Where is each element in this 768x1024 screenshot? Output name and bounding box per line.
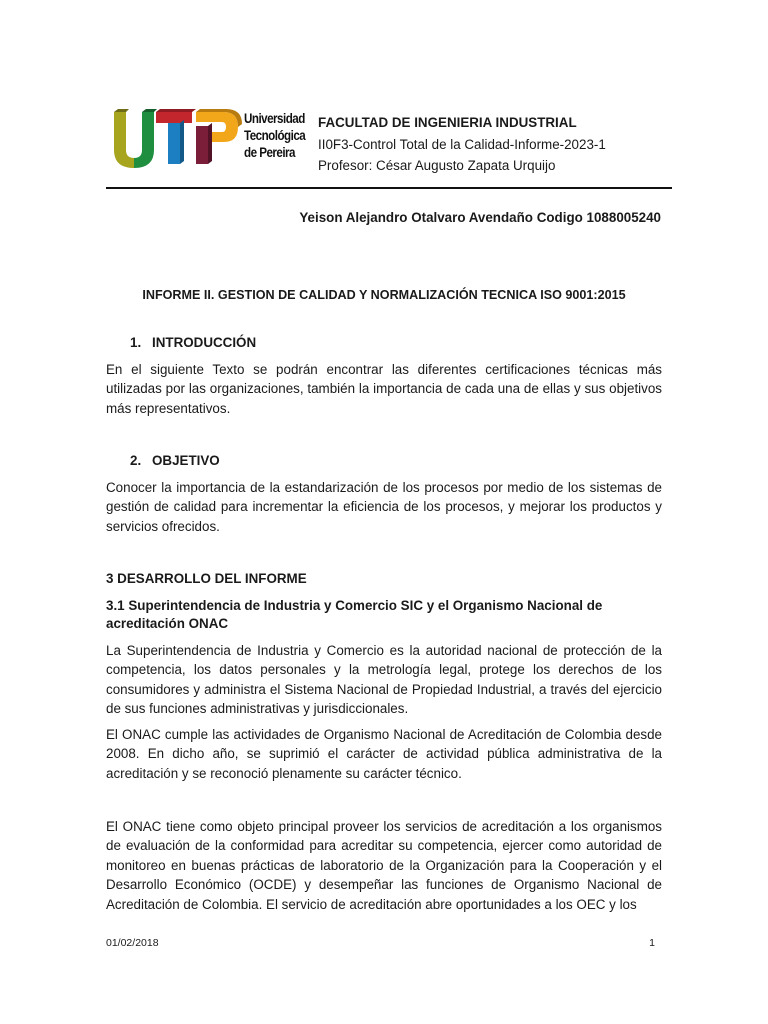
onac-history-paragraph: El ONAC cumple las actividades de Organismo Nacional de Acreditación de Colombia desde 2008. En dicho año, se suprimió el carácter de actividad pública administrativa de la acreditación y se reconoció plenamente su carácter técnico. (106, 727, 662, 781)
section-heading-objective (130, 453, 220, 468)
objective-paragraph: Conocer la importancia de la estandarización de los procesos por medio de los sistemas de gestión de calidad para incrementar la eficiencia de los procesos, y mejorar los productos y servicios ofrecidos. (106, 480, 662, 534)
author-line: Yeison Alejandro Otalvaro Avendaño Codigo 1088005240 (299, 210, 661, 225)
introduction-paragraph: En el siguiente Texto se podrán encontrar las diferentes certificaciones técnicas más utilizadas por las organizaciones, también la importancia de cada una de ellas y sus objetivos más representativos. (106, 362, 662, 416)
section-heading-development: 3 DESARROLLO DEL INFORME (106, 571, 307, 586)
logo-line-2: Tecnológica (244, 128, 306, 143)
sic-paragraph: La Superintendencia de Industria y Comercio es la autoridad nacional de protección de la competencia, los datos personales y la metrología legal, protege los derechos de los consumidores y administra el Sistema Nacional de Propiedad Industrial, a través del ejercicio de sus funciones administrativas y jurisdiccionales. (106, 643, 662, 717)
professor-name: Profesor: César Augusto Zapata Urquijo (318, 158, 556, 173)
utp-logo-mark-icon (112, 106, 244, 170)
section-number: 1. (130, 335, 142, 350)
faculty-name: FACULTAD DE INGENIERIA INDUSTRIAL (318, 115, 577, 130)
section-heading-introduction (130, 335, 256, 350)
subsection-heading-sic-onac: 3.1 Superintendencia de Industria y Comercio SIC y el Organismo Nacional de acreditación ONAC (106, 598, 603, 631)
course-name: II0F3-Control Total de la Calidad-Informe-2023-1 (318, 136, 606, 152)
logo-line-1: Universidad (244, 111, 305, 126)
logo-wordmark (244, 110, 306, 161)
report-title: INFORME II. GESTION DE CALIDAD Y NORMALIZACIÓN TECNICA ISO 9001:2015 (142, 288, 626, 302)
page-number: 1 (649, 937, 655, 949)
section-title: INTRODUCCIÓN (152, 335, 257, 350)
logo-line-3: de Pereira (244, 145, 295, 160)
header-info (318, 112, 606, 177)
footer-date: 01/02/2018 (106, 937, 159, 949)
header-divider (106, 187, 672, 189)
onac-objective-paragraph: El ONAC tiene como objeto principal proveer los servicios de acreditación a los organismos de evaluación de la conformidad para acreditar su competencia, ejercer como autoridad de monitoreo en buenas prácticas de laboratorio de la Organización para la Cooperación y el Desarrollo Económico (OCDE) y desempeñar las funciones de Organismo Nacional de Acreditación de Colombia. El servicio de acreditación abre oportunidades a los OEC y los (106, 819, 662, 912)
section-number: 2. (130, 453, 142, 468)
section-title: OBJETIVO (152, 453, 220, 468)
